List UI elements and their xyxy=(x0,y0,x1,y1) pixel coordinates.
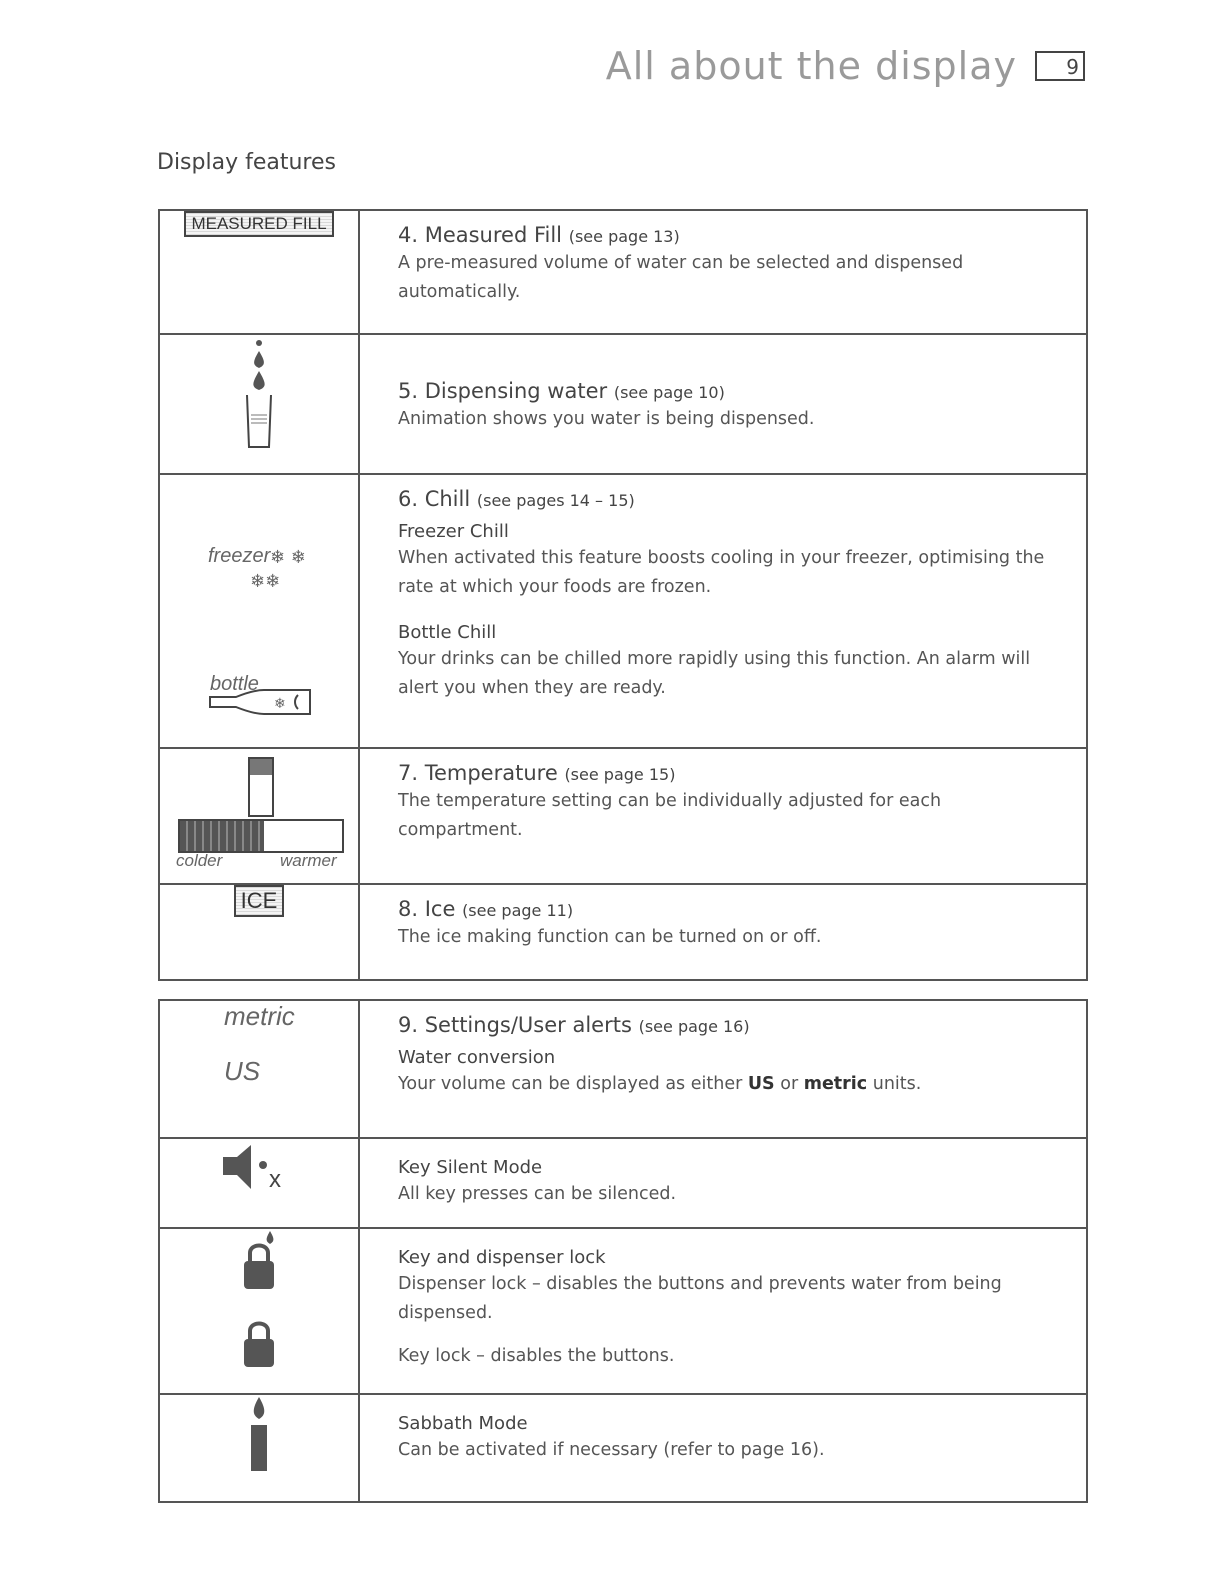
feature-title-text: 8. Ice xyxy=(398,897,456,921)
key-silent-title: Key Silent Mode xyxy=(398,1157,543,1178)
feature-title-text: 4. Measured Fill xyxy=(398,223,563,247)
feature-title-text: 9. Settings/User alerts xyxy=(398,1013,632,1037)
freezer-chill-desc: When activated this feature boosts cooling in your freezer, optimising the rate at which your foods are frozen. xyxy=(398,548,1045,597)
water-conversion-text xyxy=(359,1000,1087,1138)
chill-icons xyxy=(160,475,358,745)
warmer-label: warmer xyxy=(280,851,337,870)
feature-title-text: 7. Temperature xyxy=(398,761,558,785)
page-ref: (see page 13) xyxy=(568,227,680,246)
feature-row-ice xyxy=(159,884,1087,980)
settings-row-sabbath xyxy=(159,1394,1087,1502)
dispenser-lock-icon xyxy=(234,1229,284,1379)
settings-row-key-silent xyxy=(159,1138,1087,1228)
key-lock-desc: Key lock – disables the buttons. xyxy=(398,1346,675,1366)
temperature-icon xyxy=(160,749,358,881)
page-ref: (see pages 14 – 15) xyxy=(476,491,635,510)
measured-fill-text xyxy=(359,210,1087,334)
dispensing-text xyxy=(359,334,1087,474)
page-ref: (see page 11) xyxy=(462,901,574,920)
key-silent-icon-cell xyxy=(159,1138,359,1228)
page-ref: (see page 16) xyxy=(638,1017,750,1036)
bottle-chill-desc: Your drinks can be chilled more rapidly using this function. An alarm will alert you when they are ready. xyxy=(398,649,1031,698)
temperature-icon-cell xyxy=(159,748,359,884)
water-conversion-title: Water conversion xyxy=(398,1047,556,1068)
bottle-chill-title: Bottle Chill xyxy=(398,622,497,643)
snowflake-icon: ❄ ❄ xyxy=(270,547,306,568)
lock-text xyxy=(359,1228,1087,1394)
sabbath-text xyxy=(359,1394,1087,1502)
ice-icon-cell xyxy=(159,884,359,980)
feature-title xyxy=(398,897,1070,921)
feature-title-text: 5. Dispensing water xyxy=(398,378,608,403)
chill-icon-cell xyxy=(159,474,359,748)
lock-icon-cell xyxy=(159,1228,359,1394)
water-conversion-desc: Your volume can be displayed as either US or metric units. xyxy=(398,1074,922,1094)
water-dispensing-icon xyxy=(239,335,279,455)
freezer-chill-title: Freezer Chill xyxy=(398,521,509,542)
settings-table xyxy=(158,999,1088,1503)
header-title: All about the display xyxy=(605,44,1017,88)
page-ref: (see page 15) xyxy=(564,765,676,784)
features-table xyxy=(158,209,1088,981)
sabbath-icon-cell xyxy=(159,1394,359,1502)
measured-fill-icon: MEASURED FILL xyxy=(184,211,333,237)
feature-title xyxy=(398,1013,1070,1037)
feature-title-text: 6. Chill xyxy=(398,487,471,511)
page-header xyxy=(606,44,1085,88)
water-conversion-icon-cell xyxy=(159,1000,359,1138)
feature-row-measured-fill xyxy=(159,210,1087,334)
temperature-scale-fill xyxy=(180,821,264,851)
feature-desc: Animation shows you water is being dispensed. xyxy=(398,408,815,429)
snowflake-icon: ❄❄ xyxy=(250,571,281,592)
section-title: Display features xyxy=(157,150,336,175)
measured-fill-icon-cell xyxy=(159,210,359,334)
sabbath-title: Sabbath Mode xyxy=(398,1413,528,1434)
feature-row-chill xyxy=(159,474,1087,748)
freezer-icon-label: freezer xyxy=(208,545,271,567)
bottle-icon xyxy=(206,685,318,719)
page-number: 9 xyxy=(1035,51,1085,81)
dispenser-lock-desc: Dispenser lock – disables the buttons and prevents water from being dispensed. xyxy=(398,1274,1002,1323)
dispensing-icon-cell xyxy=(159,334,359,474)
feature-title xyxy=(398,761,1070,785)
colder-label: colder xyxy=(176,851,223,870)
candle-icon xyxy=(244,1395,274,1475)
speaker-mute-icon xyxy=(219,1139,299,1195)
compartment-icon xyxy=(248,757,274,817)
settings-row-lock xyxy=(159,1228,1087,1394)
page-ref: (see page 10) xyxy=(613,382,725,402)
key-silent-desc: All key presses can be silenced. xyxy=(398,1184,677,1204)
lock-title: Key and dispenser lock xyxy=(398,1247,606,1268)
settings-row-water-conversion xyxy=(159,1000,1087,1138)
feature-desc: The ice making function can be turned on or off. xyxy=(398,927,822,947)
temperature-scale xyxy=(178,819,344,853)
svg-text:❄: ❄ xyxy=(274,696,286,712)
chill-text xyxy=(359,474,1087,748)
ice-icon: ICE xyxy=(234,885,285,917)
feature-row-dispensing xyxy=(159,334,1087,474)
feature-title xyxy=(398,223,1070,247)
metric-icon-label: metric xyxy=(224,1001,295,1031)
temperature-text xyxy=(359,748,1087,884)
ice-text xyxy=(359,884,1087,980)
feature-desc: A pre-measured volume of water can be selected and dispensed automatically. xyxy=(398,253,964,302)
us-icon-label: US xyxy=(224,1056,261,1086)
feature-title xyxy=(398,487,1070,511)
feature-row-temperature xyxy=(159,748,1087,884)
key-silent-text xyxy=(359,1138,1087,1228)
bottle-icon-label: bottle xyxy=(210,673,259,695)
feature-title xyxy=(398,379,1070,403)
unit-icons xyxy=(160,1001,358,1087)
feature-desc: The temperature setting can be individually adjusted for each compartment. xyxy=(398,791,942,840)
svg-text:x: x xyxy=(269,1166,281,1193)
sabbath-desc: Can be activated if necessary (refer to page 16). xyxy=(398,1440,825,1460)
